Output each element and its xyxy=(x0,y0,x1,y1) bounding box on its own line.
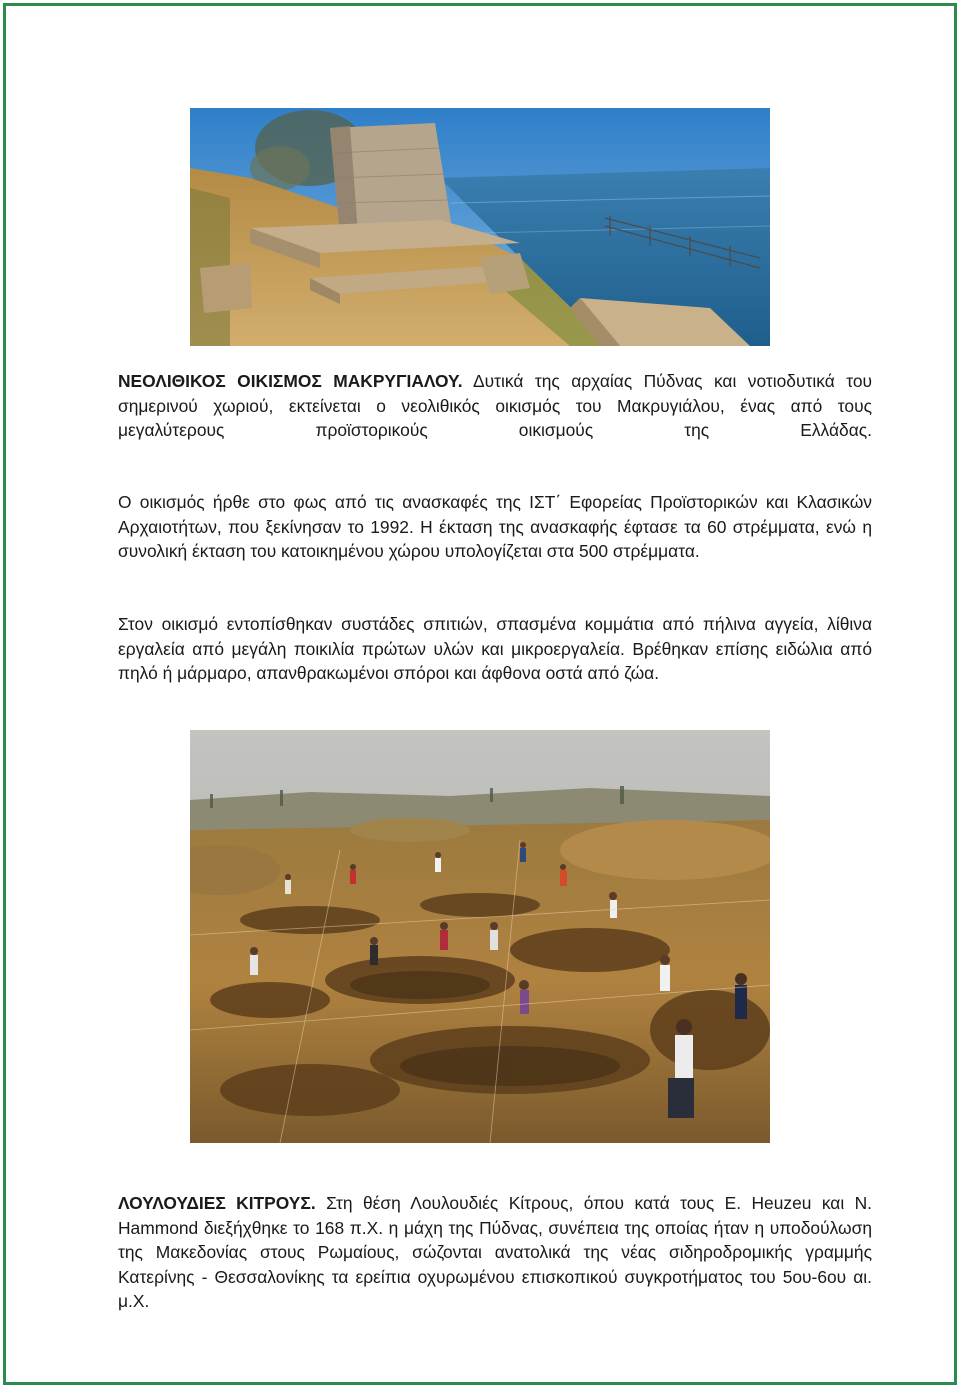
paragraph-findings: Στον οικισμό εντοπίσθηκαν συστάδες σπιτιών, σπασμένα κομμάτια από πήλινα αγγεία, λίθινα εργαλεία από μεγάλη ποικιλία πρώτων υλών και μικροεργαλεία. Βρέθηκαν επίσης ειδώλια από πηλό ή μάρμαρο, απανθρακωμένοι σπόροι και άφθονα οστά από ζώα. xyxy=(118,614,872,684)
paragraph-excavations: Ο οικισμός ήρθε στο φως από τις ανασκαφές της ΙΣΤ΄ Εφορείας Προϊστορικών και Κλασικών Αρχαιοτήτων, που ξεκίνησαν το 1992. Η έκταση της ανασκαφής έφτασε τα 60 στρέμματα, ενώ η συνολική έκταση του κατοικημένου χώρου υπολογίζεται στα 500 στρέμματα. xyxy=(118,492,872,562)
person-foreground xyxy=(675,1035,693,1079)
heading-makrygialos: ΝΕΟΛΙΘΙΚΟΣ ΟΙΚΙΣΜΟΣ ΜΑΚΡΥΓΙΑΛΟΥ. xyxy=(118,371,463,391)
ruins-photo xyxy=(190,108,770,346)
heading-louloudies: ΛΟΥΛΟΥΔΙΕΣ ΚΙΤΡΟΥΣ. xyxy=(118,1193,316,1213)
text-makrygialos-intro: Δυτικά της αρχαίας Πύδνας και νοτιοδυτικά του σημερινού χωριού, εκτείνεται ο νεολιθικός οικισμός του Μακρυγιάλου, ένας από τους μεγαλύτερους προϊστορικούς οικισμούς της Ελλάδας. xyxy=(118,371,872,441)
ruins-illustration xyxy=(190,108,770,346)
paragraph-louloudies xyxy=(118,1191,872,1314)
paragraph-makrygialos xyxy=(118,369,872,443)
wall-3 xyxy=(200,263,252,313)
text-louloudies: Στη θέση Λουλουδιές Κίτρους, όπου κατά τους Ε. Heuzeu και Ν. Hammond διεξήχθηκε το 168 π.Χ. η μάχη της Πύδνας, συνέπεια της οποίας ήταν η υποδούλωση της Μακεδονίας στους Ρωμαίους, σώζονται ανατολικά της νέας σιδηροδρομικής γραμμής Κατερίνης - Θεσσαλονίκης τα ερείπια οχυρωμένου επισκοπικού συγκροτήματος του 5ου-6ου αι. μ.Χ. xyxy=(118,1193,873,1312)
excavation-illustration xyxy=(190,730,770,1143)
excavation-photo xyxy=(190,730,770,1143)
